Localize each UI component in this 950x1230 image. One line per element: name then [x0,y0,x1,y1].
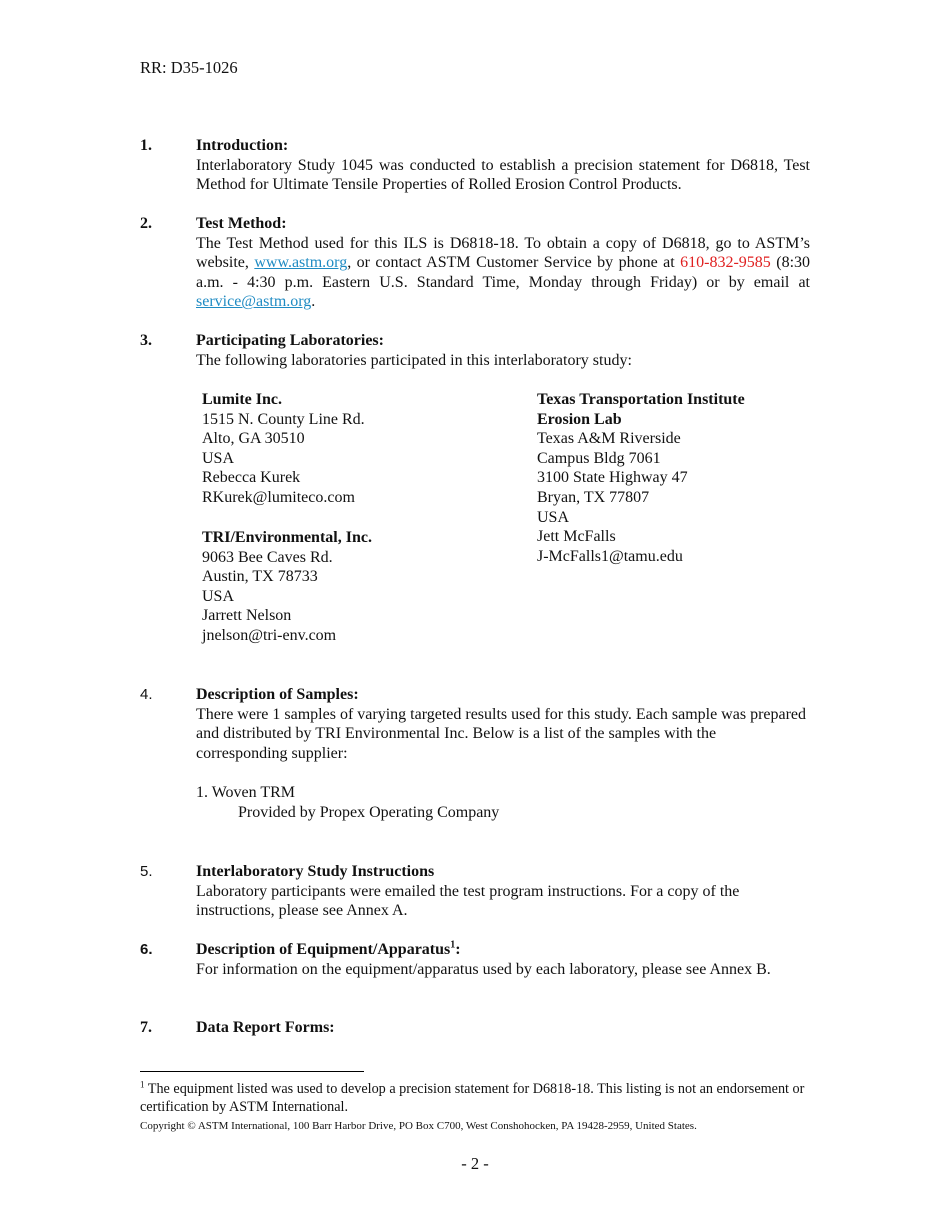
section-title: Participating Laboratories: [196,332,384,349]
section-body: For information on the equipment/apparatus used by each laboratory, please see Annex B. [196,960,771,978]
lab-name-line2: Erosion Lab [537,410,622,428]
lab-line: 1515 N. County Line Rd. [202,410,365,428]
section-number: 7. [140,1019,152,1036]
section-title: Interlaboratory Study Instructions [196,863,435,880]
lab-email: jnelson@tri-env.com [202,626,337,644]
section-number: 4. [140,686,153,703]
title-colon: : [455,941,461,958]
footnote-text: The equipment listed was used to develop a precision statement for D6818-18. This listing is not an endorsement or certification by ASTM International. [140,1081,805,1115]
lab-line: Campus Bldg 7061 [537,449,661,467]
section-participating-labs [196,331,810,370]
section-title: Test Method: [196,215,287,232]
section-test-method [196,214,810,312]
section-equipment [196,940,810,979]
astm-website-link[interactable]: www.astm.org [254,254,348,272]
lab-lumite [202,390,365,508]
lab-line: USA [202,449,235,467]
lab-name: Lumite Inc. [202,391,282,408]
section-title: Data Report Forms: [196,1019,335,1036]
section-number: 5. [140,863,153,880]
lab-tri-environmental [202,528,372,646]
lab-line: USA [537,508,570,526]
lab-texas-transportation-institute [537,390,745,566]
lab-line: Texas A&M Riverside [537,430,681,448]
page-number: - 2 - [461,1154,489,1173]
lab-line: Jarrett Nelson [202,607,292,625]
body-text: The Test Method used for this ILS is D6818-18. To obtain a copy of D6818, go to ASTM’s website, [196,234,810,272]
section-title: Description of Samples: [196,686,359,703]
lab-name: TRI/Environmental, Inc. [202,529,372,546]
section-body: Interlaboratory Study 1045 was conducted to establish a precision statement for D6818, Test Method for Ultimate Tensile Properties of Rolled Erosion Control Products. [196,156,810,194]
footnote-divider [140,1071,364,1072]
phone-number: 610-832-9585 [680,254,771,272]
footnote-mark: 1 [140,1079,145,1090]
body-text: . [311,293,316,311]
lab-line: Austin, TX 78733 [202,568,318,586]
title-text: Description of Equipment/Apparatus [196,941,451,958]
section-title [196,940,810,960]
body-text: , or contact ASTM Customer Service by phone at [347,254,681,272]
section-introduction [196,136,810,195]
sample-supplier: Provided by Propex Operating Company [238,803,500,821]
section-body: There were 1 samples of varying targeted results used for this study. Each sample was prepared and distributed by TRI Environmental Inc. Below is a list of the samples with the corresponding supplier: [196,705,807,762]
body-text: (8:30 a.m. - 4:30 p.m. Eastern U.S. Standard Time, Monday through Friday) or by email at [196,254,811,291]
service-email-link[interactable]: service@astm.org [196,293,312,311]
lab-name: Texas Transportation Institute [537,391,745,408]
section-body: The following laboratories participated in this interlaboratory study: [196,351,632,369]
lab-email: RKurek@lumiteco.com [202,488,355,506]
lab-line: 9063 Bee Caves Rd. [202,548,333,566]
section-data-report-forms [196,1018,810,1038]
lab-line: Bryan, TX 77807 [537,488,650,506]
sample-item [196,783,499,822]
lab-line: 3100 State Highway 47 [537,469,688,487]
section-number: 1. [140,137,152,154]
footnote [140,1081,820,1116]
section-number: 3. [140,332,152,349]
lab-line: Alto, GA 30510 [202,430,305,448]
sample-label: 1. Woven TRM [196,784,296,801]
document-header: RR: D35-1026 [140,58,238,77]
lab-line: Rebecca Kurek [202,469,301,487]
lab-email: J-McFalls1@tamu.edu [537,547,683,565]
section-number: 2. [140,215,152,232]
lab-line: USA [202,587,235,605]
section-number: 6. [140,941,153,958]
section-body [196,234,810,312]
section-body: Laboratory participants were emailed the test program instructions. For a copy of the instructions, please see Annex A. [196,882,740,920]
section-ils-instructions [196,862,810,921]
section-description-of-samples [196,685,810,763]
lab-line: Jett McFalls [537,528,616,546]
copyright-notice: Copyright © ASTM International, 100 Barr Harbor Drive, PO Box C700, West Conshohocken, PA 19428-2959, United States. [140,1120,697,1132]
footnote-ref[interactable]: 1 [450,939,456,951]
section-title: Introduction: [196,137,289,154]
